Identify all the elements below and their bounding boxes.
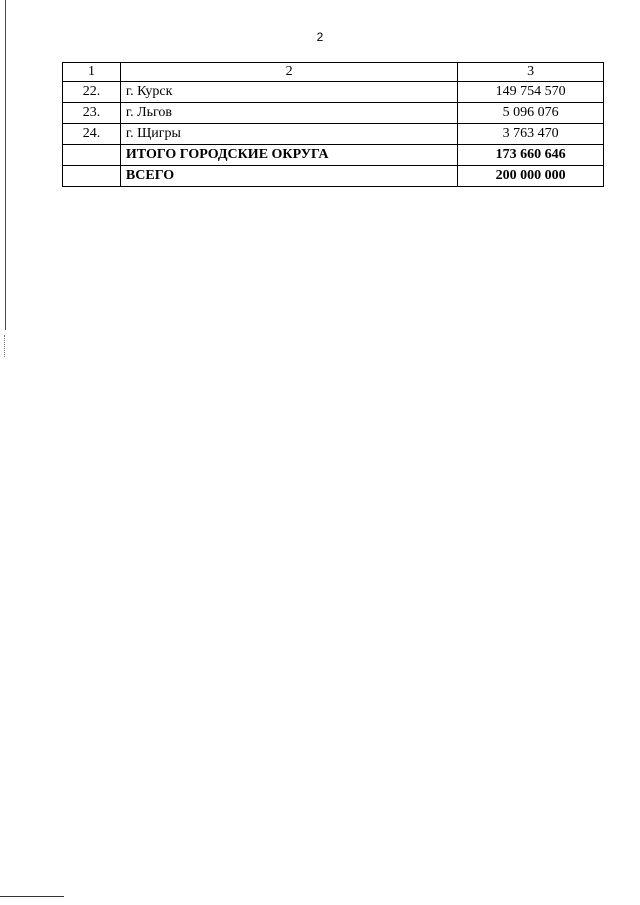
row-amount-cell: 5 096 076 xyxy=(458,103,604,124)
subtotal-row xyxy=(63,145,604,166)
row-name-cell: г. Льгов xyxy=(120,103,457,124)
scan-edge-left-dots xyxy=(4,335,6,357)
row-amount-cell: 149 754 570 xyxy=(458,82,604,103)
row-number-cell: 22. xyxy=(63,82,121,103)
row-name-cell: г. Курск xyxy=(120,82,457,103)
row-amount-cell: 3 763 470 xyxy=(458,124,604,145)
column-header-number: 1 xyxy=(63,63,121,82)
column-header-name: 2 xyxy=(120,63,457,82)
column-header-amount: 3 xyxy=(458,63,604,82)
scan-edge-bottom xyxy=(0,896,64,897)
table-row xyxy=(63,124,604,145)
row-name-cell: г. Щигры xyxy=(120,124,457,145)
row-number-cell: 23. xyxy=(63,103,121,124)
table-row xyxy=(63,103,604,124)
subtotal-amount: 173 660 646 xyxy=(458,145,604,166)
grand-total-number-cell xyxy=(63,166,121,187)
subtotal-number-cell xyxy=(63,145,121,166)
row-number-cell: 24. xyxy=(63,124,121,145)
grand-total-amount: 200 000 000 xyxy=(458,166,604,187)
table-header-row xyxy=(63,63,604,82)
budget-table xyxy=(62,62,604,187)
scan-edge-left xyxy=(5,0,6,330)
subtotal-label: ИТОГО ГОРОДСКИЕ ОКРУГА xyxy=(120,145,457,166)
page-number: 2 xyxy=(316,30,324,44)
grand-total-label: ВСЕГО xyxy=(120,166,457,187)
grand-total-row xyxy=(63,166,604,187)
table-row xyxy=(63,82,604,103)
